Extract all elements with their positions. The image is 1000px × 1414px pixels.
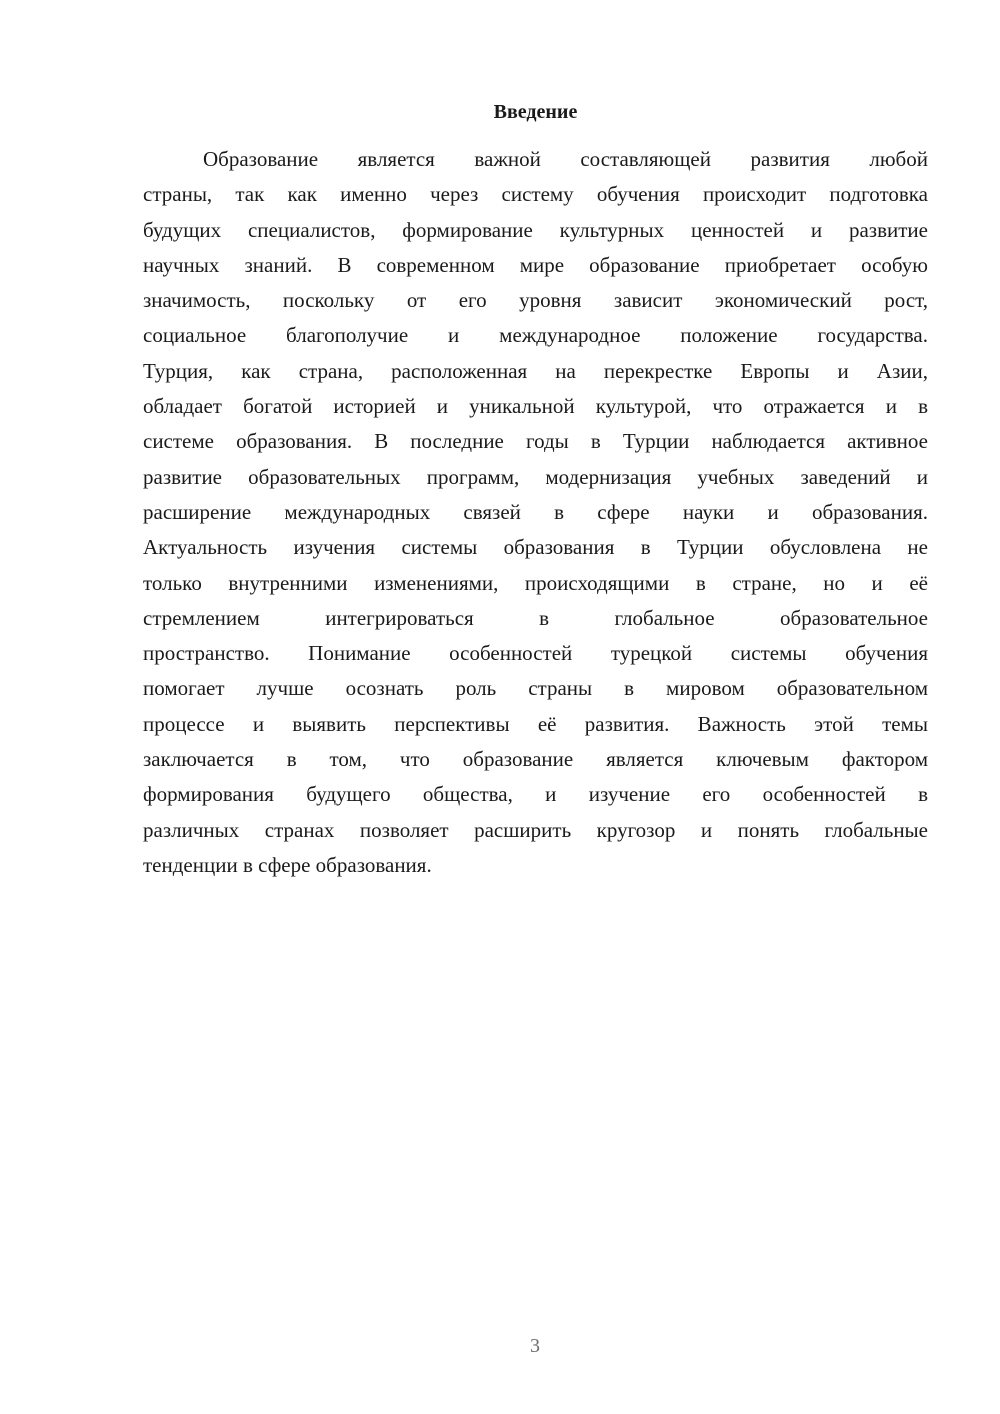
paragraph-line: процессе и выявить перспективы её развития. Важность этой темы [143,711,928,736]
paragraph-line: стремлением интегрироваться в глобальное образовательное [143,605,928,630]
paragraph-line: значимость, поскольку от его уровня зависит экономический рост, [143,288,928,313]
paragraph-line: научных знаний. В современном мире образование приобретает особую [143,252,928,277]
paragraph-line: будущих специалистов, формирование культурных ценностей и развитие [143,217,928,242]
paragraph-line: тенденции в сфере образования. [143,852,432,877]
section-heading: Введение [493,101,578,123]
paragraph-line: заключается в том, что образование является ключевым фактором [143,747,928,772]
paragraph-line: расширение международных связей в сфере науки и образования. [143,499,928,524]
paragraph-line: пространство. Понимание особенностей турецкой системы обучения [143,641,928,666]
paragraph-line: Образование является важной составляющей развития любой [203,147,928,171]
paragraph-line: Актуальность изучения системы образования в Турции обусловлена не [143,535,928,560]
paragraph-line: помогает лучше осознать роль страны в мировом образовательном [143,676,928,701]
page-number: 3 [530,1335,540,1357]
paragraph-line: только внутренними изменениями, происходящими в стране, но и её [143,570,928,595]
paragraph-line: страны, так как именно через систему обучения происходит подготовка [143,182,928,207]
paragraph-line: Турция, как страна, расположенная на перекрестке Европы и Азии, [143,358,928,383]
paragraph-line: различных странах позволяет расширить кругозор и понять глобальные [143,817,928,842]
paragraph-line: развитие образовательных программ, модернизация учебных заведений и [143,464,928,489]
paragraph-line: системе образования. В последние годы в Турции наблюдается активное [143,429,928,454]
paragraph-line: социальное благополучие и международное положение государства. [143,323,928,348]
paragraph-line: формирования будущего общества, и изучение его особенностей в [143,782,928,807]
paragraph-line: обладает богатой историей и уникальной культурой, что отражается и в [143,394,928,419]
body-paragraph [143,142,928,883]
